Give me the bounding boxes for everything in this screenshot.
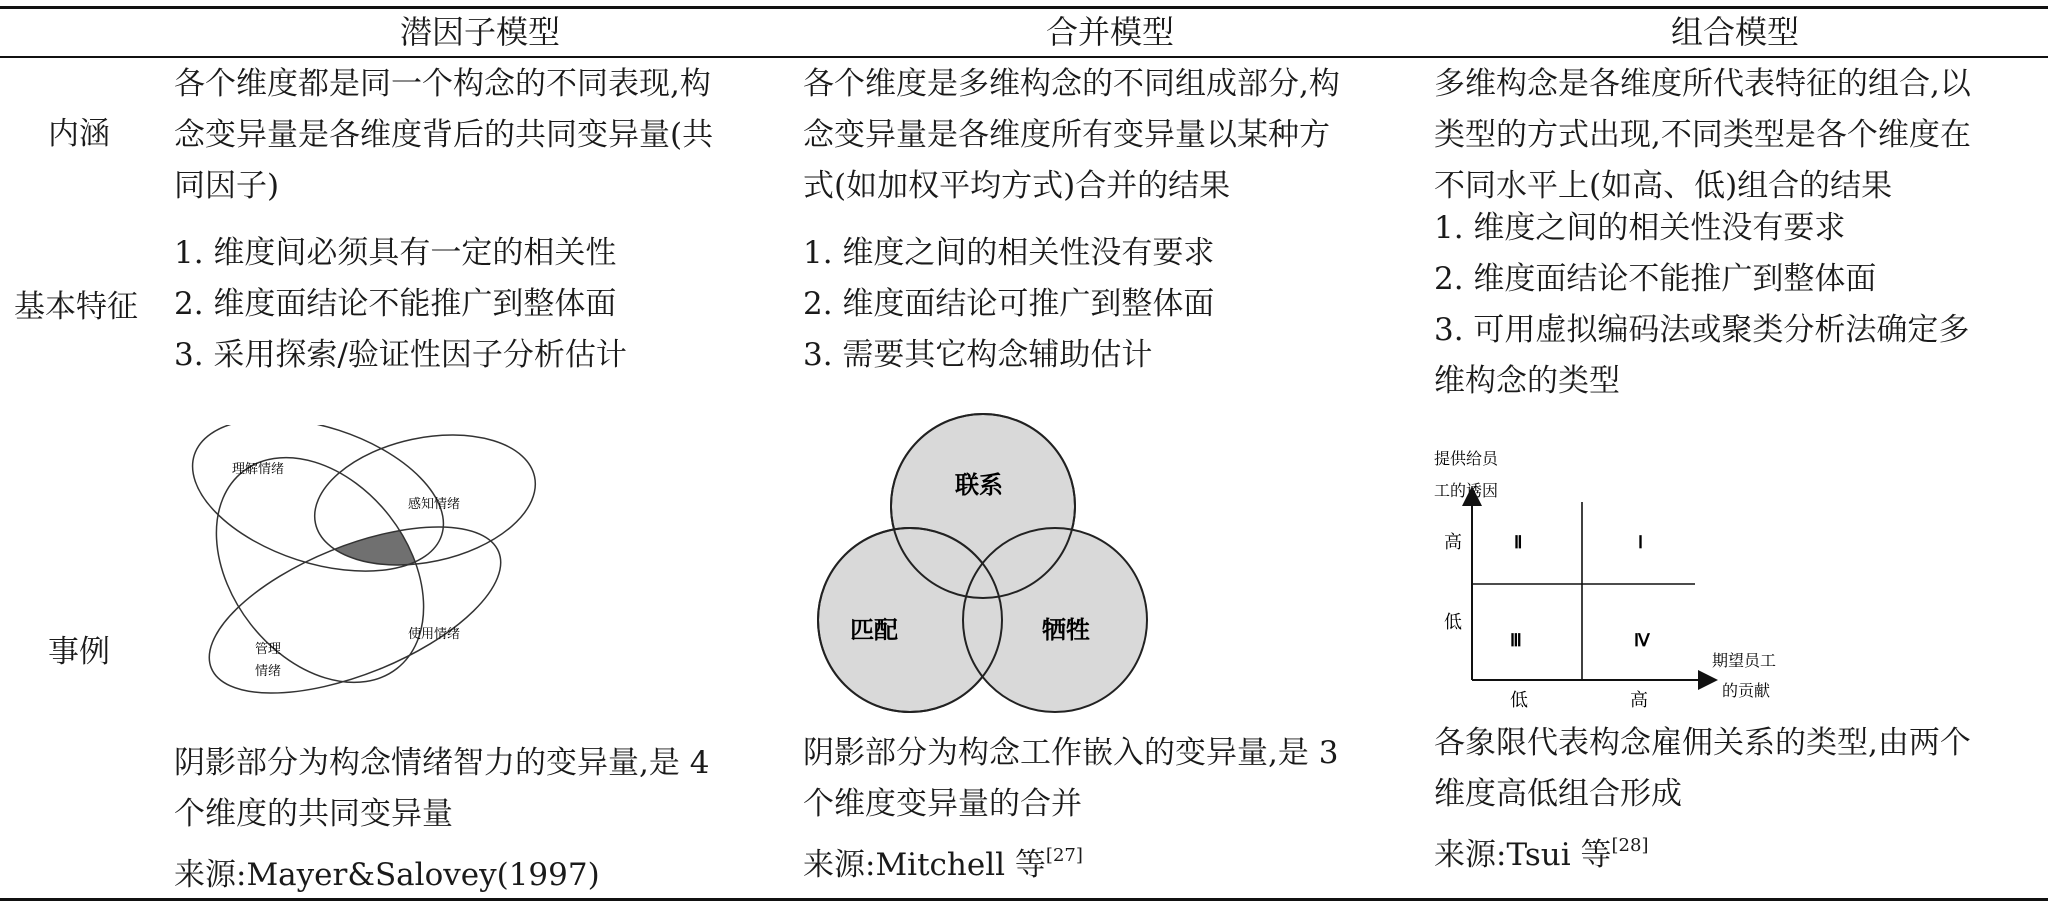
- x-axis-label-2: 的贡献: [1722, 681, 1771, 700]
- x-high: 高: [1630, 690, 1648, 711]
- caption-col2: 阴影部分为构念工作嵌入的变异量,是 3 个维度变异量的合并: [803, 735, 1339, 822]
- ellipse-use: [187, 493, 522, 728]
- source-col3: 来源:Tsui 等[28]: [1434, 835, 1649, 873]
- quadrant-I: Ⅰ: [1638, 533, 1644, 552]
- source-col2: 来源:Mitchell 等[27]: [803, 845, 1083, 883]
- quadrant-II: Ⅱ: [1514, 533, 1523, 552]
- label-sacrifice: 牺牲: [1042, 616, 1090, 644]
- row-label-example: 事例: [48, 634, 110, 670]
- connotation-col2: 各个维度是多维构念的不同组成部分,构 念变异量是各维度所有变异量以某种方 式(如加权平均方式)合并的结果: [803, 66, 1340, 204]
- y-axis-label-1: 提供给员: [1434, 449, 1499, 468]
- connotation-col3: 多维构念是各维度所代表特征的组合,以 类型的方式出现,不同类型是各个维度在 不同水平上(如高、低)组合的结果: [1434, 66, 1971, 204]
- features-col3: 1. 维度之间的相关性没有要求 2. 维度面结论不能推广到整体面 3. 可用虚拟编码法或聚类分析法确定多 维构念的类型: [1434, 210, 1970, 399]
- connotation-col1: 各个维度都是同一个构念的不同表现,构 念变异量是各维度背后的共同变异量(共 同因子): [174, 66, 714, 204]
- row-label-features: 基本特征: [14, 289, 138, 325]
- label-fit: 匹配: [850, 616, 898, 644]
- quadrant-III: Ⅲ: [1510, 631, 1522, 650]
- label-manage: 管理: [255, 642, 282, 657]
- x-axis-label-1: 期望员工: [1712, 651, 1777, 670]
- x-low: 低: [1510, 690, 1528, 711]
- header-rule: [0, 56, 2048, 58]
- label-understand: 理解情绪: [232, 462, 285, 477]
- ellipse-diagram: [170, 425, 540, 735]
- y-axis-label-2: 工的诱因: [1434, 481, 1499, 500]
- quadrant-IV: Ⅳ: [1634, 631, 1650, 650]
- caption-col3: 各象限代表构念雇佣关系的类型,由两个 维度高低组合形成: [1434, 725, 1971, 812]
- y-low: 低: [1444, 612, 1462, 633]
- header-combined-model: 组合模型: [1670, 13, 1799, 51]
- header-latent-factor-model: 潜因子模型: [399, 13, 560, 51]
- venn-diagram: [800, 408, 1170, 728]
- label-manage-2: 情绪: [255, 664, 282, 679]
- label-perceive: 感知情绪: [408, 497, 461, 512]
- source-col1: 来源:Mayer&Salovey(1997): [174, 857, 600, 893]
- top-rule: [0, 6, 2048, 9]
- features-col1: 1. 维度间必须具有一定的相关性 2. 维度面结论不能推广到整体面 3. 采用探索/验证性因子分析估计: [174, 235, 627, 373]
- quadrant-diagram: [1430, 440, 1790, 720]
- y-high: 高: [1444, 532, 1462, 553]
- row-label-connotation: 内涵: [48, 116, 110, 152]
- caption-col1: 阴影部分为构念情绪智力的变异量,是 4 个维度的共同变异量: [174, 745, 710, 832]
- header-merged-model: 合并模型: [1045, 13, 1174, 51]
- features-col2: 1. 维度之间的相关性没有要求 2. 维度面结论可推广到整体面 3. 需要其它构念辅助估计: [803, 235, 1215, 373]
- label-link: 联系: [955, 471, 1003, 499]
- label-use: 使用情绪: [408, 627, 461, 642]
